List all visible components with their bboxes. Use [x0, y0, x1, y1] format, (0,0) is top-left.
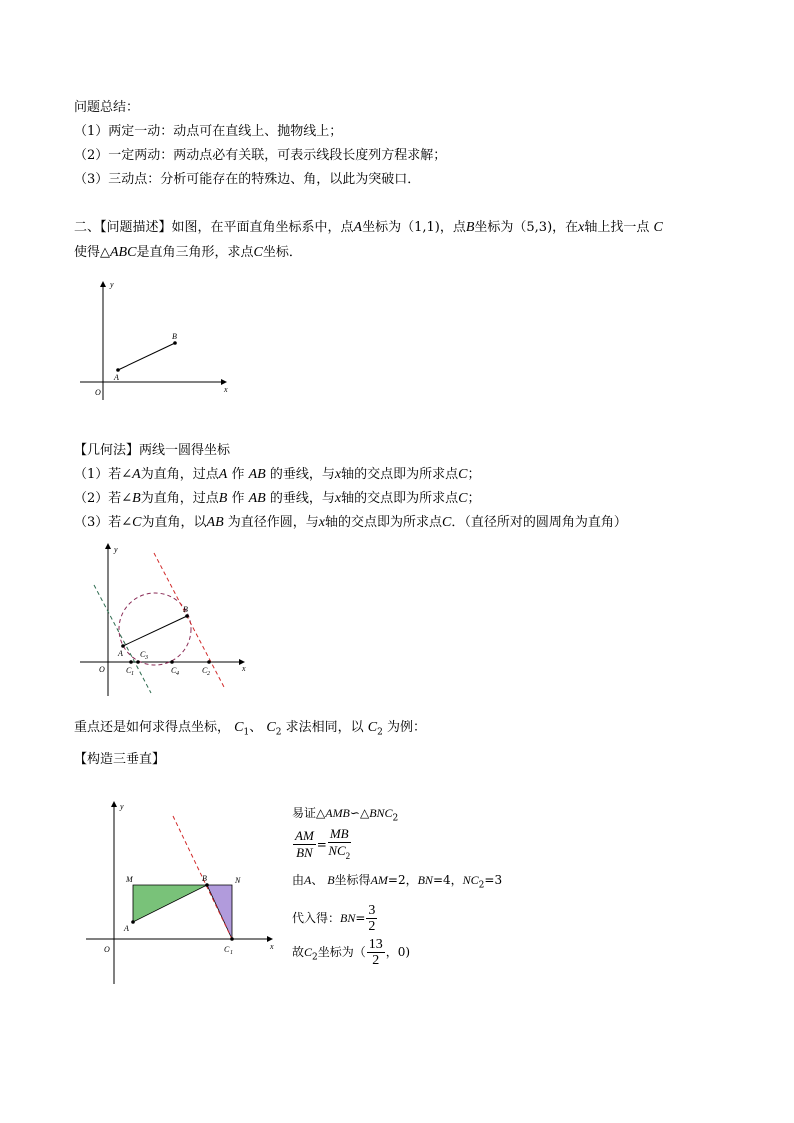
y-label: y [120, 802, 124, 811]
c4-label: C [171, 666, 177, 675]
x-label: x [270, 942, 274, 951]
triangle-amb [133, 885, 207, 922]
summary-item-2: （2）一定两动：两动点必有关联，可表示线段长度列方程求解； [74, 148, 447, 163]
fraction-mb-nc2: $\frac{MB}{NC_2}$ [328, 826, 351, 861]
a-label: A [118, 649, 123, 658]
point-a [121, 644, 125, 648]
figure-coordinate-ab [76, 276, 236, 400]
problem-line-1: 二、【问题描述】如图，在平面直角坐标系中，点A坐标为（1,1)，点B坐标为（5,3)，在x轴上找一点 C [74, 220, 663, 235]
c-label: C [224, 945, 230, 954]
summary-item-3: （3）三动点：分析可能存在的特殊边、角，以此为突破口． [74, 172, 421, 187]
proof-line-5: 故$C_2$坐标为（ $\frac{13}{2}$ ，0) [292, 937, 411, 968]
proof-line-4: 代入得：BN= $\frac{3}{2}$ [292, 903, 376, 934]
y-label: y [110, 280, 114, 289]
point-c [230, 937, 234, 941]
proof-line-3: 由A、 B坐标得AM=2，BN=4，$NC_2=3$ [292, 873, 503, 891]
point-a [116, 368, 120, 372]
b-label: B [172, 332, 177, 341]
point-c3 [136, 660, 140, 664]
c1-sub: 1 [131, 671, 134, 677]
point-b [185, 614, 189, 618]
y-label: y [114, 545, 118, 554]
perpendicular-at-b [154, 553, 224, 687]
figure-two-lines-one-circle [76, 540, 256, 696]
b-label: B [202, 874, 207, 883]
segment-ab [123, 616, 187, 646]
point-c4 [170, 660, 174, 664]
problem-line-2: 使得△ABC是直角三角形，求点C坐标． [74, 245, 302, 260]
origin-label: O [95, 388, 101, 397]
point-a [131, 920, 135, 924]
c-sub: 1 [230, 950, 233, 956]
fraction-am-bn: $\frac{AM}{BN}$ [295, 828, 314, 861]
c3-sub: 3 [145, 655, 148, 661]
geo-line-2: （2）若∠B为直角，过点B 作 AB 的垂线，与x轴的交点即为所求点C； [74, 491, 481, 506]
c3-label: C [140, 650, 146, 659]
origin-label: O [99, 665, 105, 674]
focus-line: 重点还是如何求得点坐标， $C_1$、 $C_2$ 求法相同，以 $C_2$ 为例： [74, 720, 426, 738]
x-label: x [224, 385, 228, 394]
origin-label: O [104, 945, 110, 954]
n-label: N [235, 876, 241, 885]
perpendicular-at-a [94, 585, 151, 693]
c4-sub: 4 [176, 671, 179, 677]
point-c2 [207, 660, 211, 664]
point-c1 [129, 660, 133, 664]
figure-three-perpendiculars [80, 796, 280, 986]
geo-line-3: （3）若∠C为直角，以AB 为直径作圆，与x轴的交点即为所求点C．（直径所对的圆周角为直角） [74, 515, 627, 530]
summary-item-1: （1）两定一动：动点可在直线上、抛物线上； [74, 124, 343, 139]
fraction-3-2: $\frac{3}{2}$ [368, 903, 376, 934]
construct-title: 【构造三垂直】 [74, 752, 166, 767]
geo-title: 【几何法】两线一圆得坐标 [74, 443, 231, 458]
point-b [173, 341, 177, 345]
a-label: A [124, 924, 129, 933]
proof-ratio: $\frac{AM}{BN}$ = $\frac{MB}{NC_2}$ [292, 826, 352, 864]
c2-label: C [202, 666, 208, 675]
c2-sub: 2 [207, 671, 210, 677]
fraction-13-2: $\frac{13}{2}$ [368, 937, 383, 968]
geo-line-1: （1）若∠A为直角，过点A 作 AB 的垂线，与x轴的交点即为所求点C； [74, 467, 481, 482]
point-b [205, 883, 209, 887]
a-label: A [114, 373, 119, 382]
segment-ab [118, 343, 175, 370]
summary-title: 问题总结： [74, 100, 140, 115]
c1-label: C [126, 666, 132, 675]
b-label: B [183, 605, 188, 614]
m-label: M [126, 875, 133, 884]
x-label: x [242, 664, 246, 673]
proof-line-1: 易证$\triangle AMB∽\triangle BNC_2$ [292, 806, 399, 824]
